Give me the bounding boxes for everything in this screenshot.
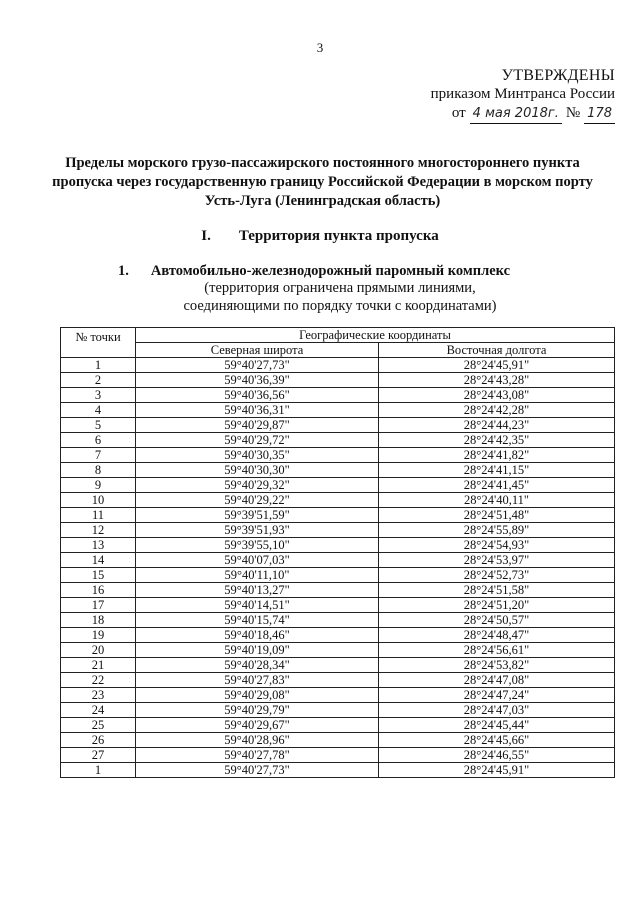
- approval-number-handwritten: 178: [584, 104, 615, 124]
- longitude-cell: 28°24'45,91": [379, 358, 615, 373]
- longitude-cell: 28°24'54,93": [379, 538, 615, 553]
- subsection-note-line1: (территория ограничена прямыми линиями,: [204, 280, 476, 296]
- point-number-cell: 4: [61, 403, 136, 418]
- point-number-cell: 20: [61, 643, 136, 658]
- point-number-cell: 10: [61, 493, 136, 508]
- approval-date-prefix: от: [451, 105, 466, 121]
- table-row: [61, 508, 615, 523]
- longitude-cell: 28°24'53,82": [379, 658, 615, 673]
- latitude-cell: 59°40'36,39": [136, 373, 379, 388]
- longitude-cell: 28°24'47,03": [379, 703, 615, 718]
- point-number-cell: 5: [61, 418, 136, 433]
- latitude-cell: 59°40'30,30": [136, 463, 379, 478]
- latitude-cell: 59°40'29,87": [136, 418, 379, 433]
- section-number: I.: [201, 228, 211, 244]
- table-row: [61, 403, 615, 418]
- table-row: [61, 583, 615, 598]
- longitude-cell: 28°24'43,28": [379, 373, 615, 388]
- latitude-cell: 59°40'29,72": [136, 433, 379, 448]
- longitude-cell: 28°24'41,45": [379, 478, 615, 493]
- page-number: 3: [316, 40, 324, 55]
- point-number-cell: 9: [61, 478, 136, 493]
- table-row: [61, 748, 615, 763]
- table-row: [61, 448, 615, 463]
- latitude-cell: 59°40'29,22": [136, 493, 379, 508]
- section-heading: [0, 228, 640, 245]
- subsection-heading: [118, 263, 510, 280]
- longitude-cell: 28°24'51,58": [379, 583, 615, 598]
- table-row: [61, 568, 615, 583]
- table-row: [61, 598, 615, 613]
- section-title: Территория пункта пропуска: [238, 228, 439, 244]
- longitude-cell: 28°24'42,28": [379, 403, 615, 418]
- longitude-cell: 28°24'43,08": [379, 388, 615, 403]
- table-row: [61, 688, 615, 703]
- latitude-cell: 59°40'27,73": [136, 358, 379, 373]
- longitude-cell: 28°24'41,82": [379, 448, 615, 463]
- latitude-cell: 59°40'30,35": [136, 448, 379, 463]
- longitude-cell: 28°24'42,35": [379, 433, 615, 448]
- latitude-cell: 59°40'36,56": [136, 388, 379, 403]
- latitude-cell: 59°40'28,34": [136, 658, 379, 673]
- table-row: [61, 463, 615, 478]
- approval-heading: УТВЕРЖДЕНЫ: [501, 67, 615, 84]
- longitude-cell: 28°24'51,48": [379, 508, 615, 523]
- point-number-cell: 24: [61, 703, 136, 718]
- subsection-number: 1.: [118, 263, 129, 279]
- table-row: [61, 538, 615, 553]
- header-point-number: № точки: [61, 328, 136, 358]
- latitude-cell: 59°39'55,10": [136, 538, 379, 553]
- latitude-cell: 59°40'07,03": [136, 553, 379, 568]
- longitude-cell: 28°24'40,11": [379, 493, 615, 508]
- point-number-cell: 3: [61, 388, 136, 403]
- latitude-cell: 59°40'29,32": [136, 478, 379, 493]
- approval-number-prefix: №: [565, 105, 581, 121]
- latitude-cell: 59°40'15,74": [136, 613, 379, 628]
- point-number-cell: 27: [61, 748, 136, 763]
- longitude-cell: 28°24'45,91": [379, 763, 615, 778]
- table-row: [61, 493, 615, 508]
- point-number-cell: 16: [61, 583, 136, 598]
- approval-date-line: [400, 104, 615, 124]
- point-number-cell: 12: [61, 523, 136, 538]
- table-row: [61, 703, 615, 718]
- latitude-cell: 59°40'18,46": [136, 628, 379, 643]
- table-row: [61, 418, 615, 433]
- table-row: [61, 613, 615, 628]
- point-number-cell: 8: [61, 463, 136, 478]
- table-row: [61, 553, 615, 568]
- point-number-cell: 17: [61, 598, 136, 613]
- table-row: [61, 628, 615, 643]
- subsection-note: [130, 279, 550, 315]
- latitude-cell: 59°40'13,27": [136, 583, 379, 598]
- point-number-cell: 1: [61, 358, 136, 373]
- table-row: [61, 358, 615, 373]
- latitude-cell: 59°39'51,93": [136, 523, 379, 538]
- latitude-cell: 59°40'29,08": [136, 688, 379, 703]
- table-row: [61, 763, 615, 778]
- longitude-cell: 28°24'56,61": [379, 643, 615, 658]
- point-number-cell: 1: [61, 763, 136, 778]
- longitude-cell: 28°24'45,44": [379, 718, 615, 733]
- approval-date-handwritten: 4 мая 2018г.: [470, 104, 562, 124]
- longitude-cell: 28°24'47,24": [379, 688, 615, 703]
- point-number-cell: 25: [61, 718, 136, 733]
- longitude-cell: 28°24'50,57": [379, 613, 615, 628]
- subsection-title: Автомобильно-железнодорожный паромный комплекс: [150, 263, 511, 279]
- longitude-cell: 28°24'55,89": [379, 523, 615, 538]
- coordinates-table: [60, 327, 615, 778]
- table-row: [61, 673, 615, 688]
- point-number-cell: 15: [61, 568, 136, 583]
- table-row: [61, 643, 615, 658]
- latitude-cell: 59°40'19,09": [136, 643, 379, 658]
- longitude-cell: 28°24'47,08": [379, 673, 615, 688]
- point-number-cell: 18: [61, 613, 136, 628]
- longitude-cell: 28°24'53,97": [379, 553, 615, 568]
- longitude-cell: 28°24'41,15": [379, 463, 615, 478]
- latitude-cell: 59°40'27,83": [136, 673, 379, 688]
- header-east-longitude: Восточная долгота: [379, 343, 615, 358]
- point-number-cell: 19: [61, 628, 136, 643]
- longitude-cell: 28°24'48,47": [379, 628, 615, 643]
- coordinates-table-body: [61, 358, 615, 778]
- header-north-latitude: Северная широта: [136, 343, 379, 358]
- longitude-cell: 28°24'45,66": [379, 733, 615, 748]
- point-number-cell: 6: [61, 433, 136, 448]
- approval-block: [400, 66, 615, 124]
- point-number-cell: 11: [61, 508, 136, 523]
- table-row: [61, 388, 615, 403]
- table-row: [61, 718, 615, 733]
- longitude-cell: 28°24'51,20": [379, 598, 615, 613]
- table-row: [61, 433, 615, 448]
- point-number-cell: 21: [61, 658, 136, 673]
- table-row: [61, 733, 615, 748]
- latitude-cell: 59°40'28,96": [136, 733, 379, 748]
- latitude-cell: 59°40'29,79": [136, 703, 379, 718]
- point-number-cell: 2: [61, 373, 136, 388]
- point-number-cell: 23: [61, 688, 136, 703]
- latitude-cell: 59°40'27,73": [136, 763, 379, 778]
- latitude-cell: 59°40'11,10": [136, 568, 379, 583]
- latitude-cell: 59°40'29,67": [136, 718, 379, 733]
- header-geo-coordinates: Географические координаты: [136, 328, 615, 343]
- point-number-cell: 13: [61, 538, 136, 553]
- latitude-cell: 59°40'14,51": [136, 598, 379, 613]
- point-number-cell: 22: [61, 673, 136, 688]
- longitude-cell: 28°24'52,73": [379, 568, 615, 583]
- table-row: [61, 478, 615, 493]
- approval-order-line: приказом Минтранса России: [430, 86, 615, 102]
- point-number-cell: 14: [61, 553, 136, 568]
- table-row: [61, 373, 615, 388]
- longitude-cell: 28°24'44,23": [379, 418, 615, 433]
- document-title: Пределы морского грузо-пассажирского постоянного многостороннего пункта пропуска через государственную границу Российской Федерации в морском порту Усть-Луга (Ленинградская область): [52, 155, 593, 209]
- point-number-cell: 7: [61, 448, 136, 463]
- subsection-note-line2: соединяющими по порядку точки с координатами): [183, 298, 497, 314]
- table-row: [61, 523, 615, 538]
- latitude-cell: 59°40'36,31": [136, 403, 379, 418]
- latitude-cell: 59°39'51,59": [136, 508, 379, 523]
- table-row: [61, 658, 615, 673]
- longitude-cell: 28°24'46,55": [379, 748, 615, 763]
- point-number-cell: 26: [61, 733, 136, 748]
- latitude-cell: 59°40'27,78": [136, 748, 379, 763]
